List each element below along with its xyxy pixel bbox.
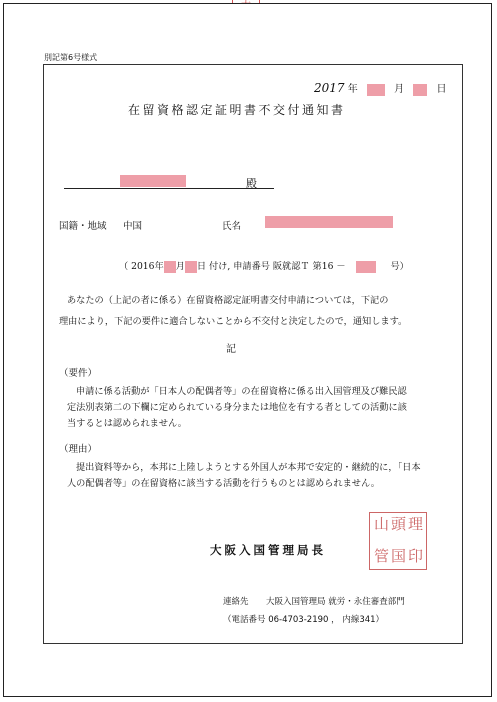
reason-line-2: 人の配偶者等」の在留資格に該当する活動を行うものとは認められません。 bbox=[67, 478, 380, 489]
application-reference bbox=[119, 258, 409, 273]
addressee-suffix: 殿 bbox=[246, 177, 257, 190]
seal-char: 印 bbox=[408, 547, 424, 565]
seal-char: 山 bbox=[374, 515, 390, 533]
requirement-line-3: 当するとは認められません。 bbox=[67, 418, 187, 429]
month-sep: 月 bbox=[394, 84, 405, 95]
redacted-app-number bbox=[356, 261, 376, 273]
document-page bbox=[3, 3, 492, 697]
body-line-1: あなたの（上記の者に係る）在留資格認定証明書交付申請については，下記の bbox=[67, 295, 389, 306]
app-ref-number: 日 付け, 申請番号 阪就認Ｔ 第16 － bbox=[196, 261, 346, 272]
addressee-line bbox=[64, 188, 274, 189]
seal-char: 国 bbox=[391, 547, 407, 565]
requirement-line-2: 定法別表第二の下欄に定められている身分または地位を有する者としての活動に該 bbox=[67, 402, 407, 413]
year-sep: 年 bbox=[347, 84, 358, 95]
app-month-sep: 月 bbox=[175, 261, 185, 272]
seal-char: 理 bbox=[408, 515, 424, 533]
requirement-heading: （要件） bbox=[59, 368, 98, 379]
redacted-addressee bbox=[120, 175, 186, 187]
nationality-label: 国籍・地域 bbox=[59, 221, 107, 232]
contact-label: 連絡先 bbox=[223, 597, 249, 607]
redacted-app-day bbox=[185, 261, 197, 273]
day-sep: 日 bbox=[436, 84, 447, 95]
seal-char: 管 bbox=[374, 547, 390, 565]
redacted-name bbox=[265, 216, 393, 228]
app-ref-close: 号） bbox=[390, 261, 409, 272]
reason-heading: （理由） bbox=[59, 444, 98, 455]
body-line-2: 理由により，下記の要件に適合しないことから不交付と決定したので，通知します。 bbox=[59, 316, 408, 327]
contact-office: 大阪入国管理局 就労・永住審査部門 bbox=[266, 597, 405, 607]
reason-line-1: 提出資料等から，本邦に上陸しようとする外国人が本邦で安定的・継続的に，「日本 bbox=[76, 462, 421, 473]
name-label: 氏名 bbox=[222, 221, 242, 232]
app-ref-open: （ 2016年 bbox=[119, 261, 164, 272]
official-seal-stamp bbox=[369, 512, 427, 570]
redacted-app-month bbox=[164, 261, 176, 273]
document-title: 在留資格認定証明書不交付通知書 bbox=[128, 103, 346, 117]
requirement-line-1: 申請に係る活動が「日本人の配偶者等」の在留資格に係る出入国管理及び難民認 bbox=[76, 386, 407, 397]
contact-phone: （電話番号 06-4703-2190 ， 内線341） bbox=[223, 615, 385, 625]
issue-year: 2017 bbox=[314, 81, 345, 95]
nationality-value: 中国 bbox=[123, 221, 143, 232]
issuer-title: 大阪入国管理局長 bbox=[210, 543, 326, 557]
ki-heading: 記 bbox=[226, 344, 236, 355]
seal-char: 頭 bbox=[391, 515, 407, 533]
form-number-label: 別記第6号様式 bbox=[44, 53, 98, 62]
